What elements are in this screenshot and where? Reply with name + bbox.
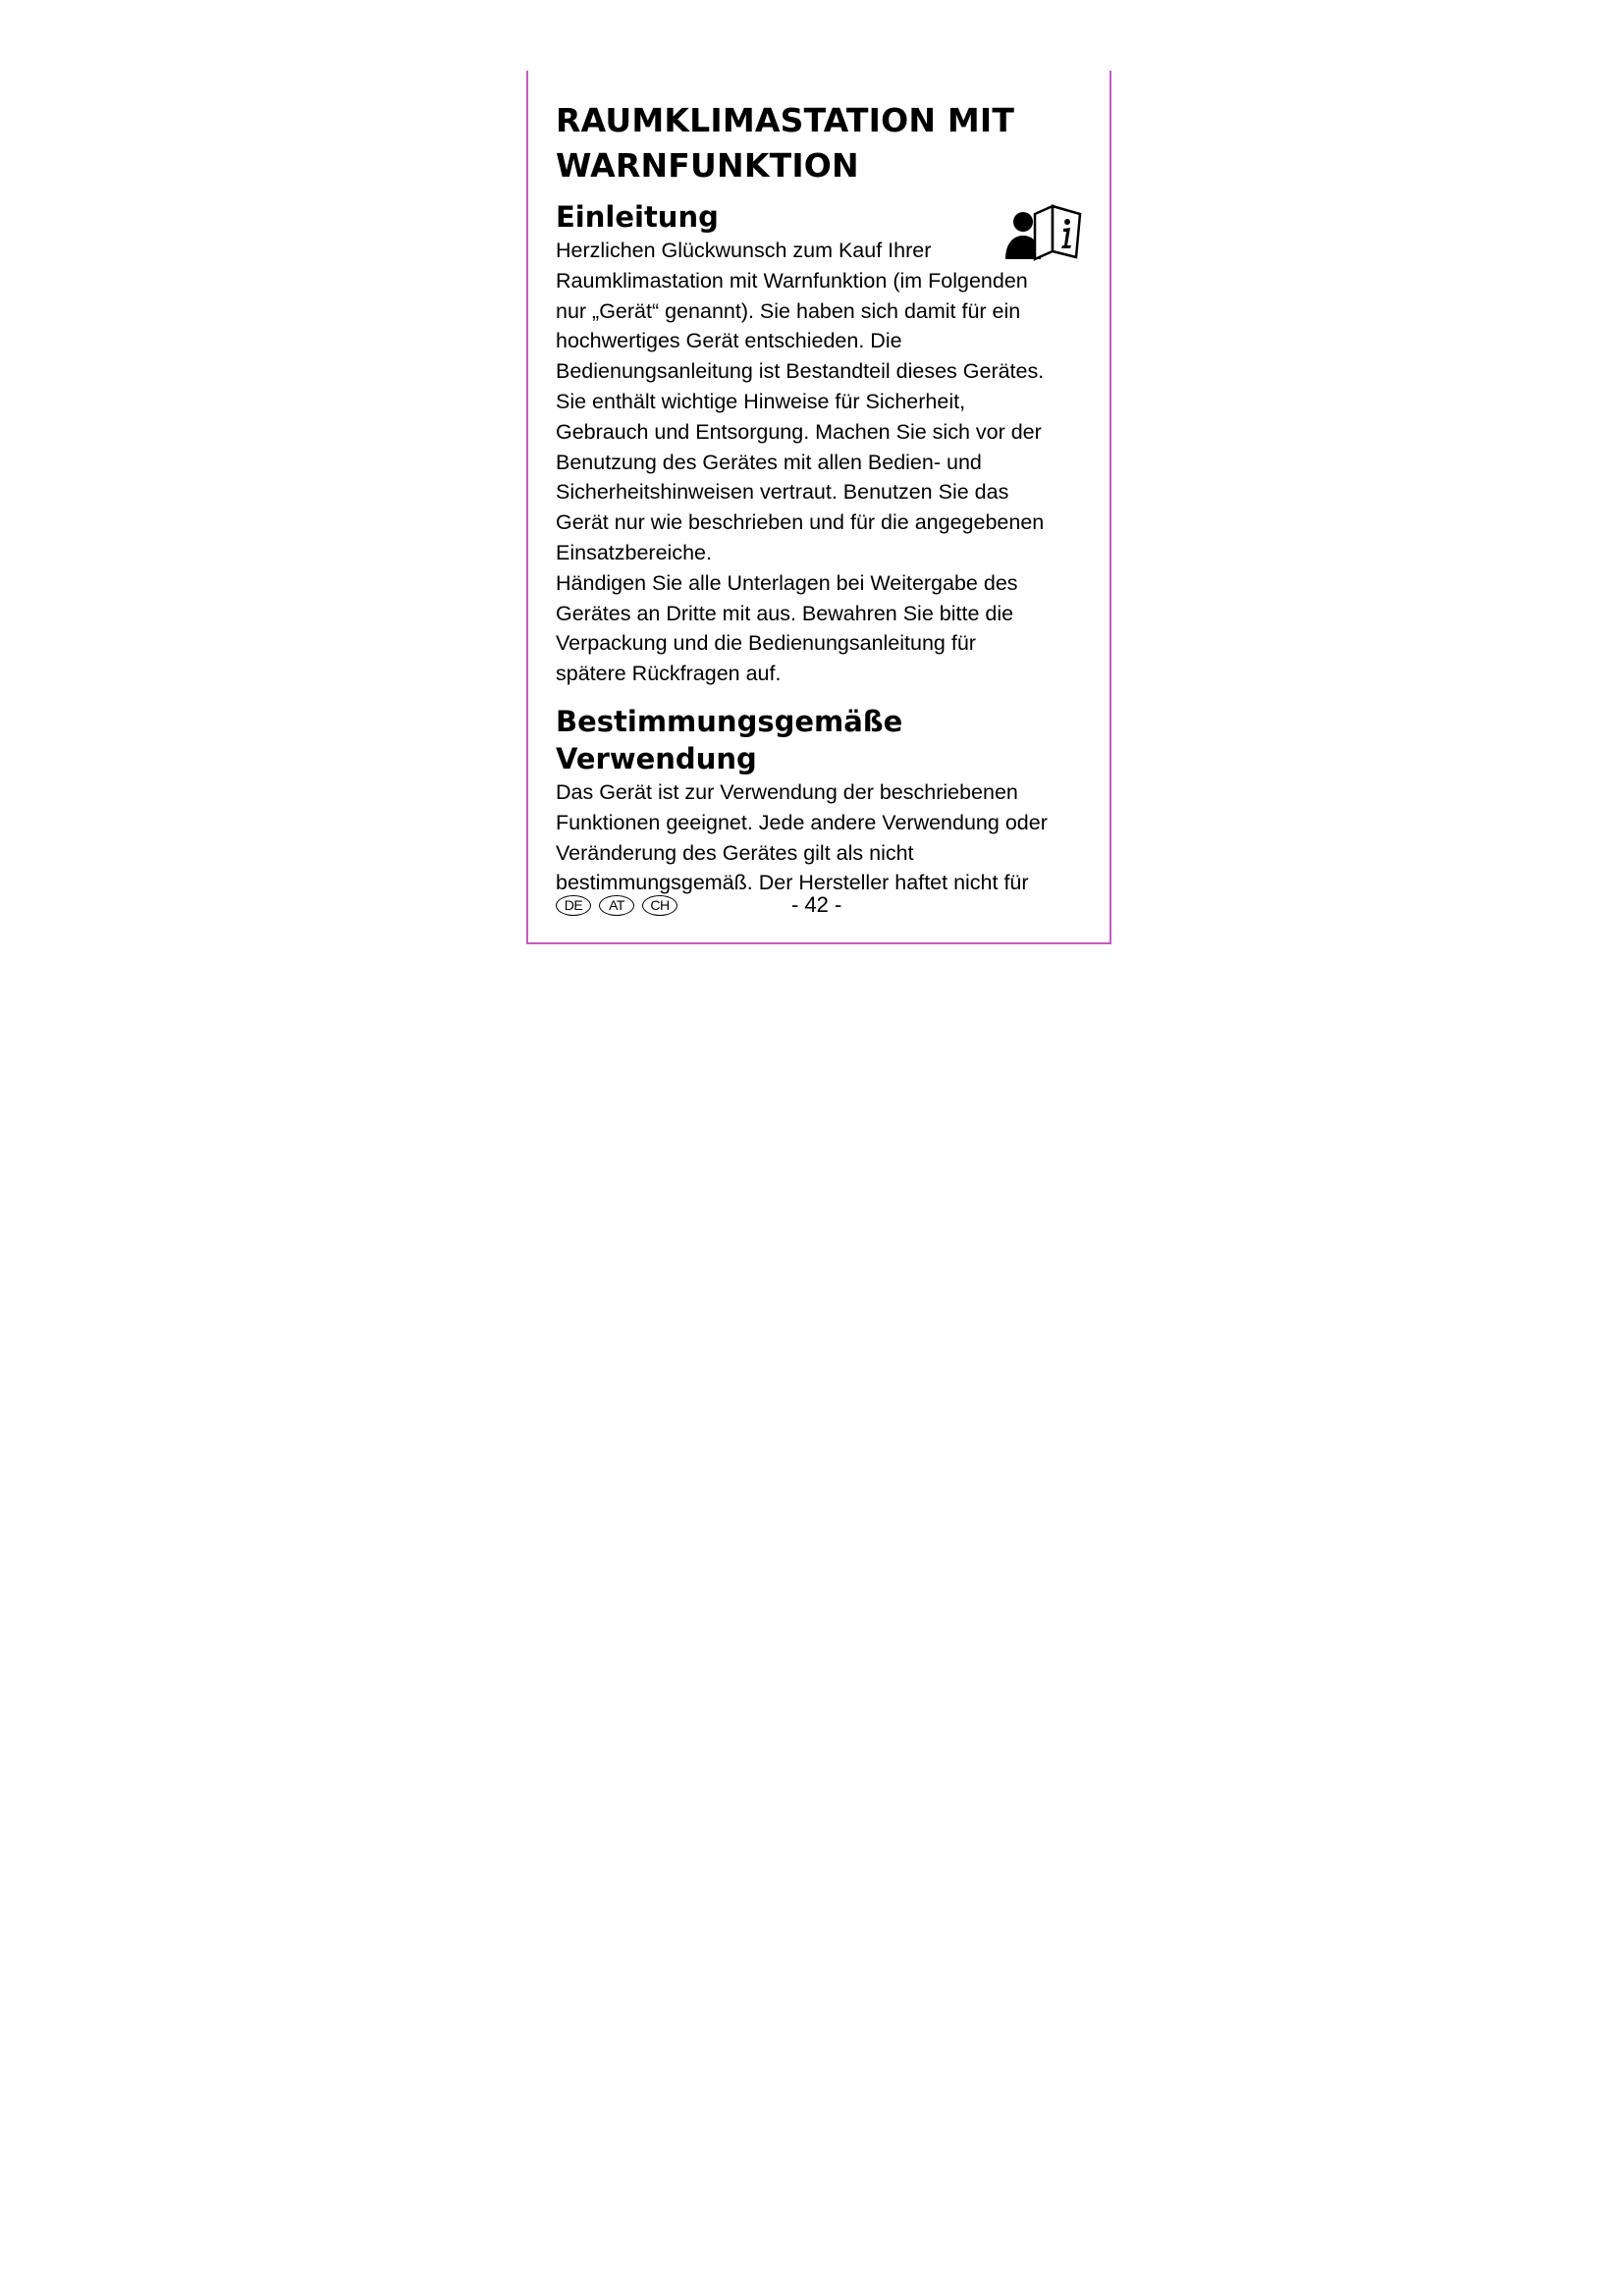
intended-use-paragraph bbox=[556, 777, 1086, 898]
text-line: Verpackung und die Bedienungsanleitung für bbox=[556, 631, 976, 656]
text-line: Herzlichen Glückwunsch zum Kauf Ihrer bbox=[556, 239, 932, 262]
text-line: Funktionen geeignet. Jede andere Verwendung oder bbox=[556, 810, 1048, 834]
page-footer bbox=[556, 892, 1086, 925]
text-line: Händigen Sie alle Unterlagen bei Weitergabe des bbox=[556, 570, 1018, 595]
text-line: Gebrauch und Entsorgung. Machen Sie sich vor der bbox=[556, 419, 1042, 444]
text-line: Sicherheitshinweisen vertraut. Benutzen Sie das bbox=[556, 480, 1009, 505]
text-line: nur „Gerät“ genannt). Sie haben sich damit für ein bbox=[556, 298, 1021, 323]
section-heading-introduction: Einleitung bbox=[556, 200, 719, 234]
country-badge: CH bbox=[642, 895, 677, 916]
text-line: Einsatzbereiche. bbox=[556, 540, 712, 564]
section-heading-intended-use: Bestimmungsgemäße Verwendung bbox=[556, 704, 903, 775]
country-badge: DE bbox=[556, 895, 591, 916]
text-line: Das Gerät ist zur Verwendung der beschriebenen bbox=[556, 779, 1018, 804]
introduction-paragraph bbox=[556, 236, 1086, 689]
text-line: hochwertiges Gerät entschieden. Die bbox=[556, 329, 902, 353]
page-number: - 42 - bbox=[791, 892, 842, 917]
text-line: bestimmungsgemäß. Der Hersteller haftet nicht für bbox=[556, 871, 1029, 895]
text-line: Benutzung des Gerätes mit allen Bedien- und bbox=[556, 450, 982, 474]
text-line: spätere Rückfragen auf. bbox=[556, 662, 782, 686]
text-line: Veränderung des Gerätes gilt als nicht bbox=[556, 840, 914, 865]
text-line: Gerätes an Dritte mit aus. Bewahren Sie bitte die bbox=[556, 601, 1014, 625]
text-line: Sie enthält wichtige Hinweise für Sicherheit, bbox=[556, 389, 966, 413]
document-title bbox=[556, 98, 1086, 188]
text-line: Gerät nur wie beschrieben und für die angegebenen bbox=[556, 510, 1045, 535]
country-badge: AT bbox=[599, 895, 634, 916]
text-line: Raumklimastation mit Warnfunktion (im Folgenden bbox=[556, 268, 1028, 293]
text-line: Bedienungsanleitung ist Bestandteil dieses Gerätes. bbox=[556, 359, 1045, 384]
country-badges bbox=[556, 895, 677, 916]
document-title-line: RAUMKLIMASTATION MIT bbox=[556, 101, 1015, 139]
document-title-line: WARNFUNKTION bbox=[556, 146, 859, 185]
read-manual-info-icon bbox=[1001, 200, 1084, 263]
